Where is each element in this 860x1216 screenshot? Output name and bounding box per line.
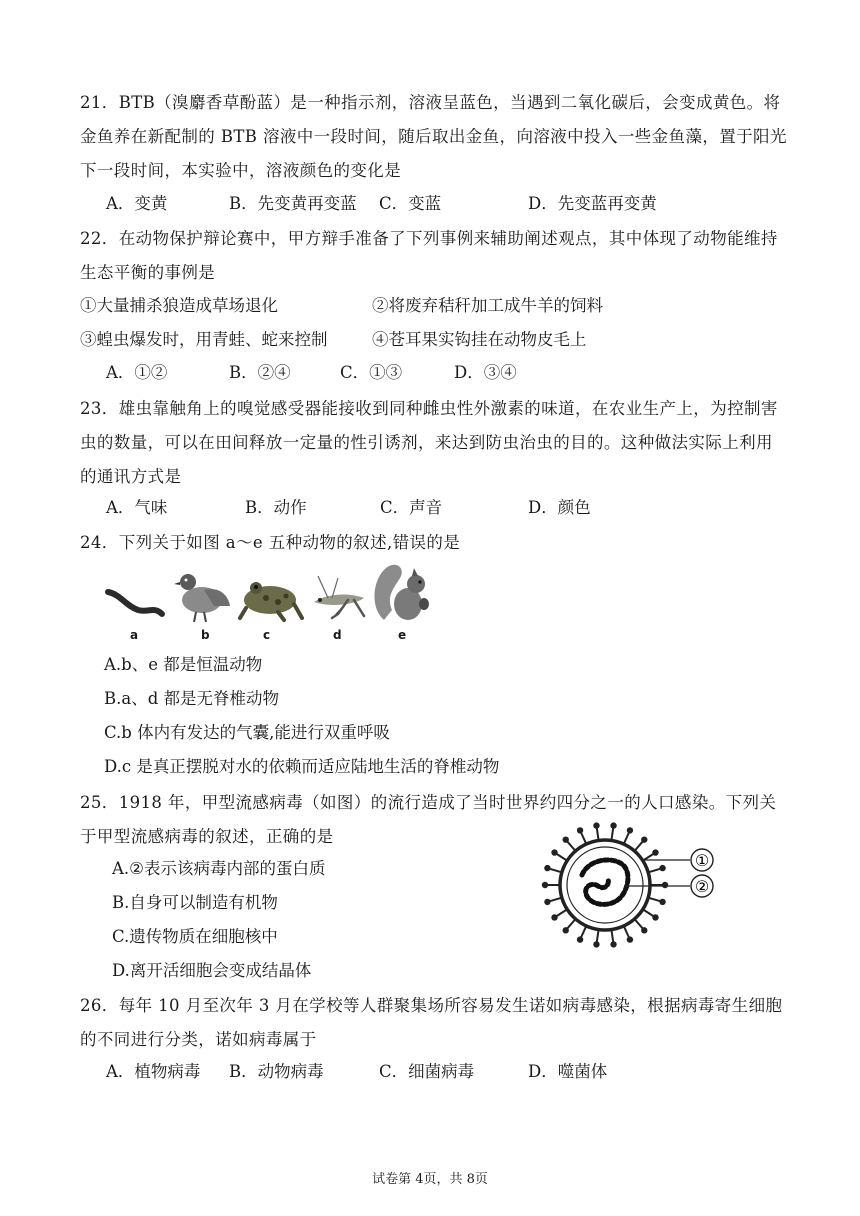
virus-spike	[635, 841, 643, 850]
virus-spike	[597, 828, 599, 840]
virus-spike-head	[563, 836, 569, 842]
q22-option-b[interactable]: B．②④	[229, 363, 291, 382]
page-footer: 试卷第 4页，共 8页	[372, 1172, 488, 1187]
q22-item-1: ①大量捕杀狼造成草场退化	[80, 296, 278, 315]
earthworm-icon	[104, 580, 166, 620]
animals-figure	[100, 560, 440, 644]
q24-option-b[interactable]: B.a、d 都是无脊椎动物	[104, 689, 280, 708]
virus-spike-head	[542, 882, 548, 888]
q21-option-b[interactable]: B．先变黄再变蓝	[229, 194, 357, 213]
virus-spike-head	[641, 927, 647, 933]
q26-option-c[interactable]: C．细菌病毒	[379, 1062, 475, 1081]
virus-spike-head	[659, 899, 665, 905]
animal-label-b: b	[201, 628, 210, 642]
pigeon-icon	[174, 568, 232, 624]
q21-option-d[interactable]: D．先变蓝再变黄	[528, 194, 657, 213]
q23-option-d[interactable]: D．颜色	[528, 498, 591, 517]
virus-spike-head	[593, 941, 599, 947]
grasshopper-icon	[308, 574, 370, 620]
virus-spike-head	[544, 899, 550, 905]
q22-stem-line-2: 生态平衡的事例是	[80, 263, 216, 282]
q22-stem-line-1: 22．在动物保护辩论赛中，甲方辩手准备了下列事例来辅助阐述观点，其中体现了动物能维持	[80, 229, 778, 248]
virus-spike	[649, 898, 661, 901]
q25-option-a[interactable]: A.②表示该病毒内部的蛋白质	[112, 859, 326, 878]
q24-option-c[interactable]: C.b 体内有发达的气囊,能进行双重呼吸	[104, 723, 390, 742]
virus-spike-head	[627, 827, 633, 833]
q22-option-a[interactable]: A．①②	[106, 363, 168, 382]
virus-spike-head	[563, 927, 569, 933]
virus-spike-head	[652, 914, 658, 920]
q25-option-c[interactable]: C.遗传物质在细胞核中	[112, 927, 278, 946]
virus-spike-head	[627, 936, 633, 942]
q25-option-d[interactable]: D.离开活细胞会变成结晶体	[112, 961, 312, 980]
animal-label-a: a	[130, 628, 139, 642]
virus-spike	[624, 832, 629, 843]
virus-spike	[556, 854, 566, 860]
q25-stem-line-1: 25．1918 年，甲型流感病毒（如图）的流行造成了当时世界约四分之一的人口感染。下列关	[80, 793, 777, 812]
virus-spike	[644, 854, 654, 860]
virus-spike	[612, 931, 614, 943]
virus-spike-head	[652, 849, 658, 855]
virus-spike-head	[659, 865, 665, 871]
q26-option-d[interactable]: D．噬菌体	[528, 1062, 608, 1081]
squirrel-icon	[370, 560, 434, 626]
virus-spike-head	[641, 836, 647, 842]
q24-option-d[interactable]: D.c 是真正摆脱对水的依赖而适应陆地生活的脊椎动物	[104, 757, 500, 776]
q26-option-b[interactable]: B．动物病毒	[229, 1062, 324, 1081]
animal-label-c: c	[263, 628, 271, 642]
virus-spike	[567, 920, 575, 929]
virus-spike-head	[551, 849, 557, 855]
q21-option-a[interactable]: A．变黄	[106, 194, 168, 213]
animal-label-e: e	[398, 628, 407, 642]
virus-figure	[540, 820, 740, 950]
virus-spike-head	[593, 822, 599, 828]
q21-stem-line-3: 下一段时间，本实验中，溶液颜色的变化是	[80, 161, 402, 180]
animal-label-d: d	[333, 628, 342, 642]
q22-option-c[interactable]: C．①③	[340, 363, 403, 382]
virus-spike	[556, 910, 566, 916]
virus-spike-head	[544, 865, 550, 871]
q23-stem-line-1: 23．雄虫靠触角上的嗅觉感受器能接收到同种雌虫性外激素的味道，在农业生产上，为控制害	[80, 399, 778, 418]
q23-option-a[interactable]: A．气味	[106, 498, 168, 517]
virus-spike	[581, 832, 586, 843]
virus-spike	[549, 898, 561, 901]
virus-spike-head	[610, 822, 616, 828]
q26-stem-line-2: 的不同进行分类，诺如病毒属于	[80, 1030, 317, 1049]
virus-spike-head	[610, 941, 616, 947]
q21-stem-line-1: 21．BTB（溴麝香草酚蓝）是一种指示剂，溶液呈蓝色，当遇到二氧化碳后，会变成黄色。将	[80, 93, 781, 112]
q23-option-b[interactable]: B．动作	[245, 498, 307, 517]
virus-spike	[549, 869, 561, 872]
q22-item-4: ④苍耳果实钩挂在动物皮毛上	[372, 330, 587, 349]
q21-option-c[interactable]: C．变蓝	[379, 194, 442, 213]
virus-spike	[644, 910, 654, 916]
virus-spike-head	[577, 936, 583, 942]
q22-item-3: ③蝗虫爆发时，用青蛙、蛇来控制	[80, 330, 328, 349]
virus-label-2: ②	[694, 877, 710, 896]
q25-option-b[interactable]: B.自身可以制造有机物	[112, 893, 278, 912]
virus-spike	[597, 931, 599, 943]
virus-spike-head	[662, 882, 668, 888]
virus-spike	[567, 841, 575, 850]
virus-spike-head	[577, 827, 583, 833]
virus-spike	[649, 869, 661, 872]
q24-stem: 24．下列关于如图 a～e 五种动物的叙述,错误的是	[80, 533, 461, 552]
q23-stem-line-2: 虫的数量，可以在田间释放一定量的性引诱剂，来达到防虫治虫的目的。这种做法实际上利用	[80, 433, 773, 452]
q24-option-a[interactable]: A.b、e 都是恒温动物	[104, 655, 263, 674]
virus-label-1: ①	[694, 851, 710, 870]
virus-spike-head	[551, 914, 557, 920]
virus-spike	[624, 927, 629, 938]
frog-icon	[238, 574, 304, 622]
q23-option-c[interactable]: C．声音	[380, 498, 443, 517]
q21-stem-line-2: 金鱼养在新配制的 BTB 溶液中一段时间，随后取出金鱼，向溶液中投入一些金鱼藻，置于阳光	[80, 127, 787, 146]
virus-spike	[581, 927, 586, 938]
q26-option-a[interactable]: A．植物病毒	[106, 1062, 201, 1081]
q23-stem-line-3: 的通讯方式是	[80, 467, 182, 486]
virus-spike	[612, 828, 614, 840]
q22-item-2: ②将废弃秸秆加工成牛羊的饲料	[372, 296, 603, 315]
q26-stem-line-1: 26．每年 10 月至次年 3 月在学校等人群聚集场所容易发生诺如病毒感染，根据病毒寄生细胞	[80, 996, 783, 1015]
q22-option-d[interactable]: D．③④	[454, 363, 517, 382]
q25-stem-line-2: 于甲型流感病毒的叙述，正确的是	[80, 827, 334, 846]
virus-spike	[635, 920, 643, 929]
